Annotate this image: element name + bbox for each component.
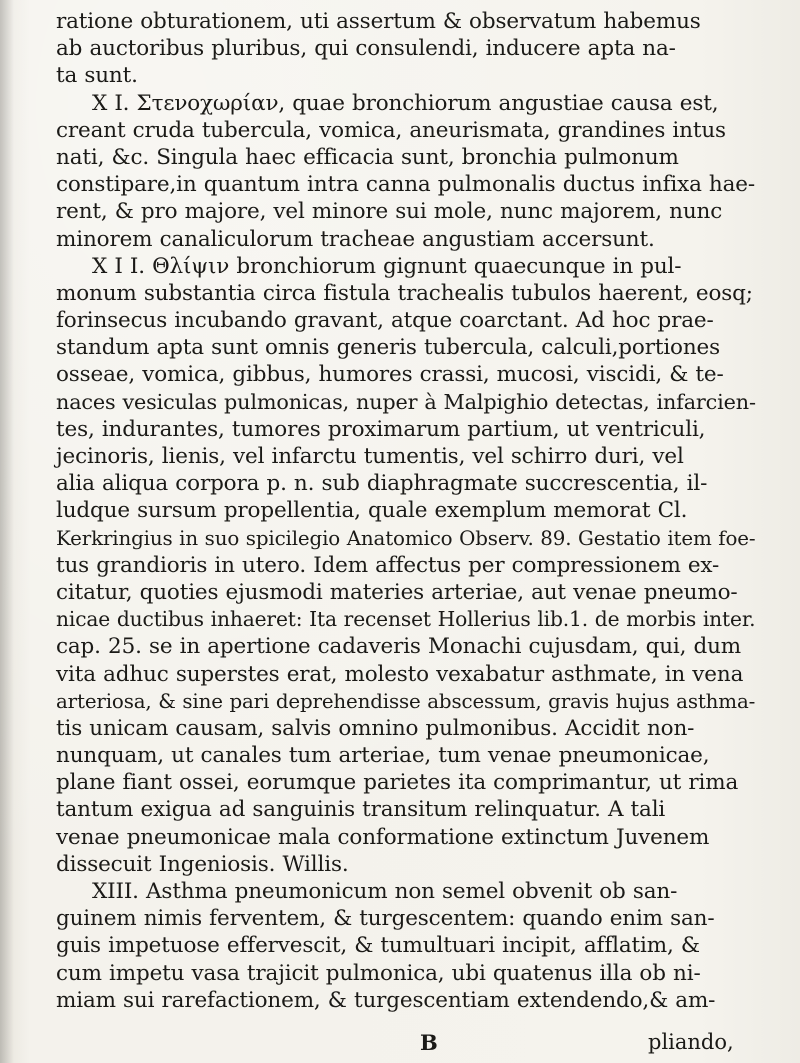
text-line: alia aliqua corpora p. n. sub diaphragmate succrescentia, il- bbox=[56, 471, 708, 497]
text-line: tes, indurantes, tumores proximarum partium, ut ventriculi, bbox=[56, 416, 706, 442]
text-line: guis impetuose effervescit, & tumultuari incipit, afflatim, & bbox=[56, 933, 700, 959]
text-line: forinsecus incubando gravant, atque coarctant. Ad hoc prae- bbox=[56, 308, 714, 334]
text-line: nati, &c. Singula haec efficacia sunt, bronchia pulmonum bbox=[56, 144, 679, 170]
text-line: ab auctoribus pluribus, qui consulendi, inducere apta na- bbox=[56, 36, 676, 62]
text-line: nunquam, ut canales tum arteriae, tum venae pneumonicae, bbox=[56, 743, 710, 769]
text-line: dissecuit Ingeniosis. Willis. bbox=[56, 851, 349, 877]
text-line: cum impetu vasa trajicit pulmonica, ubi quatenus illa ob ni- bbox=[56, 960, 701, 986]
text-line: plane fiant ossei, eorumque parietes ita comprimantur, ut rima bbox=[56, 770, 739, 796]
text-line: Kerkringius in suo spicilegio Anatomico Observ. 89. Gestatio item foe- bbox=[56, 526, 756, 550]
text-line: rent, & pro majore, vel minore sui mole, nunc majorem, nunc bbox=[56, 199, 723, 225]
text-line: naces vesiculas pulmonicas, nuper à Malpighio detectas, infarcien- bbox=[56, 389, 756, 414]
text-line: minorem canaliculorum tracheae angustiam accersunt. bbox=[56, 226, 655, 252]
text-line: jecinoris, lienis, vel infarctu tumentis, vel schirro duri, vel bbox=[56, 444, 684, 469]
text-line: ta sunt. bbox=[56, 63, 138, 89]
text-line: citatur, quoties ejusmodi materies arteriae, aut venae pneumo- bbox=[56, 579, 738, 605]
text-line: monum substantia circa fistula trachealis tubulos haerent, eosq; bbox=[56, 280, 753, 306]
text-line: miam sui rarefactionem, & turgescentiam extendendo,& am- bbox=[56, 987, 716, 1013]
text-line: arteriosa, & sine pari deprehendisse abscessum, gravis hujus asthma- bbox=[56, 689, 756, 713]
section-heading-xiii: XIII. Asthma pneumonicum non semel obvenit ob san- bbox=[92, 879, 678, 904]
text-line: guinem nimis ferventem, & turgescentem: quando enim san- bbox=[56, 906, 715, 932]
text-line: constipare,in quantum intra canna pulmonalis ductus infixa hae- bbox=[56, 172, 755, 198]
text-line: ludque sursum propellentia, quale exemplum memorat Cl. bbox=[56, 498, 688, 524]
signature-mark: B bbox=[420, 1030, 438, 1055]
text-line: creant cruda tubercula, vomica, aneurismata, grandines intus bbox=[56, 117, 726, 143]
text-line: osseae, vomica, gibbus, humores crassi, mucosi, viscidi, & te- bbox=[56, 362, 724, 388]
text-line: nicae ductibus inhaeret: Ita recenset Hollerius lib.1. de morbis inter. bbox=[56, 607, 756, 632]
text-line: cap. 25. se in apertione cadaveris Monachi cujusdam, qui, dum bbox=[56, 634, 742, 660]
text-line: standum apta sunt omnis generis tubercula, calculi,portiones bbox=[56, 335, 721, 361]
text-line: tis unicam causam, salvis omnino pulmonibus. Accidit non- bbox=[56, 715, 695, 741]
text-line: tantum exigua ad sanguinis transitum relinquatur. A tali bbox=[56, 797, 666, 823]
section-heading-xii: X I I. Θλίψιν bronchiorum gignunt quaecunque in pul- bbox=[92, 253, 682, 279]
text-line: vita adhuc superstes erat, molesto vexabatur asthmate, in vena bbox=[56, 661, 744, 687]
text-line: venae pneumonicae mala conformatione extinctum Juvenem bbox=[56, 824, 710, 850]
catchword: pliando, bbox=[648, 1030, 734, 1054]
latin-text-block bbox=[56, 8, 756, 1014]
section-heading-xi: X I. Στενοχωρίαν, quae bronchiorum angustiae causa est, bbox=[92, 90, 719, 116]
text-line: ratione obturationem, uti assertum & observatum habemus bbox=[56, 9, 701, 34]
text-line: tus grandioris in utero. Idem affectus per compressionem ex- bbox=[56, 552, 720, 578]
binding-shadow bbox=[0, 0, 14, 1063]
